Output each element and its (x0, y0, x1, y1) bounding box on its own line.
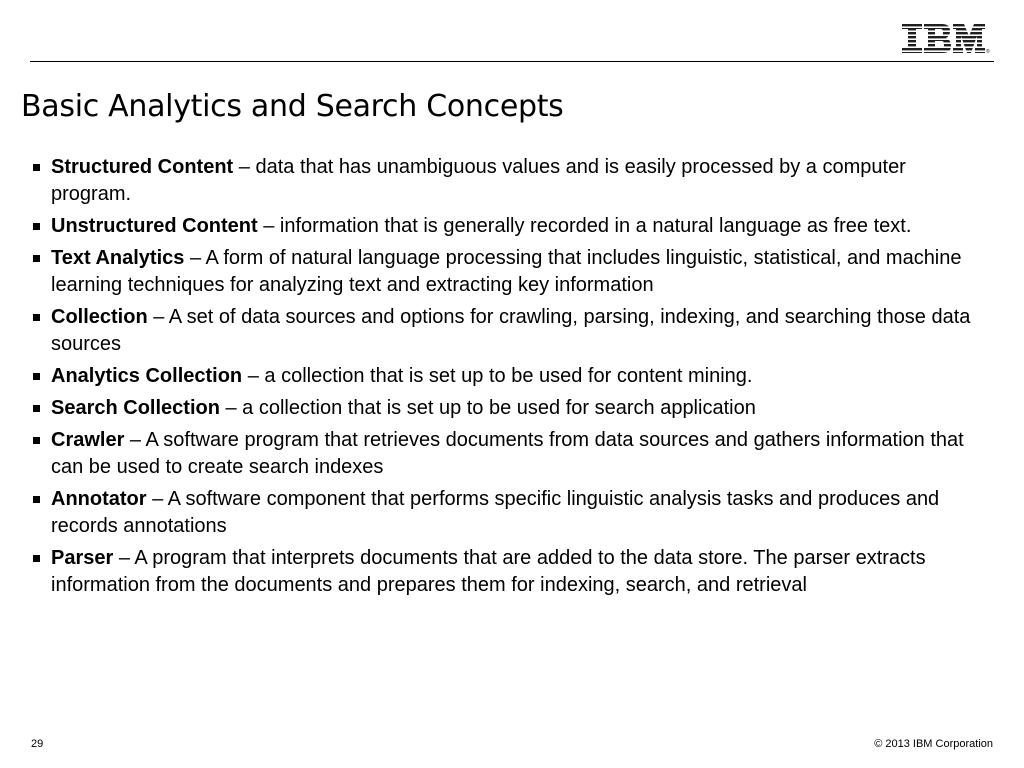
term-label: Parser (51, 547, 114, 569)
bullet-square-icon (33, 223, 40, 230)
term-label: Collection (51, 306, 148, 328)
definitions-list (33, 154, 988, 604)
term-label: Annotator (51, 488, 147, 510)
slide-number: 29 (31, 738, 44, 750)
term-definition: – data that has unambiguous values and is easily processed by a computer program. (51, 156, 906, 205)
term-definition: – a collection that is set up to be used for content mining. (242, 365, 753, 387)
svg-text:®: ® (986, 49, 990, 55)
term-definition: – a collection that is set up to be used for search application (219, 397, 756, 419)
term-label: Structured Content (51, 156, 234, 178)
bullet-square-icon (33, 555, 40, 562)
term-definition: – A software program that retrieves documents from data sources and gathers information that can be used to create search indexes (51, 429, 964, 478)
term-label: Crawler (51, 429, 125, 451)
bullet-square-icon (33, 437, 40, 444)
list-item (33, 395, 988, 422)
term-definition: – A form of natural language processing that includes linguistic, statistical, and machine learning techniques for analyzing text and extracting key information (51, 247, 962, 296)
term-definition: – A program that interprets documents that are added to the data store. The parser extracts information from the documents and prepares them for indexing, search, and retrieval (51, 547, 926, 596)
bullet-square-icon (33, 314, 40, 321)
list-item (33, 427, 988, 481)
term-label: Analytics Collection (51, 365, 243, 387)
ibm-logo (902, 20, 988, 60)
list-item (33, 545, 988, 599)
term-definition: – A software component that performs specific linguistic analysis tasks and produces and records annotations (51, 488, 940, 537)
term-definition: – A set of data sources and options for crawling, parsing, indexing, and searching those data sources (51, 306, 971, 355)
term-label: Text Analytics (51, 247, 185, 269)
header-rule (30, 61, 994, 62)
bullet-square-icon (33, 373, 40, 380)
bullet-square-icon (33, 255, 40, 262)
list-item (33, 304, 988, 358)
list-item (33, 363, 988, 390)
bullet-square-icon (33, 496, 40, 503)
copyright-notice: © 2013 IBM Corporation (874, 738, 993, 750)
list-item (33, 245, 988, 299)
list-item (33, 486, 988, 540)
bullet-square-icon (33, 405, 40, 412)
list-item (33, 213, 988, 240)
list-item (33, 154, 988, 208)
term-label: Unstructured Content (51, 215, 258, 237)
page-title: Basic Analytics and Search Concepts (21, 89, 564, 125)
bullet-square-icon (33, 164, 40, 171)
term-definition: – information that is generally recorded in a natural language as free text. (257, 215, 912, 237)
term-label: Search Collection (51, 397, 220, 419)
